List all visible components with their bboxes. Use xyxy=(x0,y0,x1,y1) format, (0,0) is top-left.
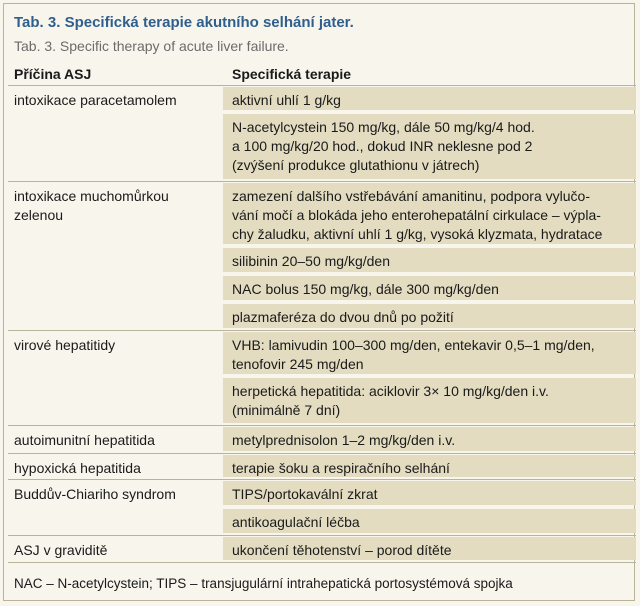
therapy-cell: herpetická hepatitida: aciklovir 3× 10 mg/kg/den i.v. (minimálně 7 dní) xyxy=(232,383,549,418)
table-frame xyxy=(3,3,635,601)
cause-cell: virové hepatitidy xyxy=(14,337,116,353)
therapy-cell: NAC bolus 150 mg/kg, dále 300 mg/kg/den xyxy=(232,281,499,297)
cause-cell: hypoxická hepatitida xyxy=(14,460,141,476)
therapy-cell: antikoagulační léčba xyxy=(232,514,360,530)
row-divider xyxy=(8,330,636,331)
cause-cell: Buddův-Chiariho syndrom xyxy=(14,486,176,502)
table-footnote: NAC – N-acetylcystein; TIPS – transjugulární intrahepatická portosystémová spojka xyxy=(14,576,513,591)
therapy-cell: plazmaferéza do dvou dnů po požití xyxy=(232,309,454,325)
table-title-english: Tab. 3. Specific therapy of acute liver failure. xyxy=(14,38,289,54)
row-divider xyxy=(8,479,636,480)
therapy-cell: metylprednisolon 1–2 mg/kg/den i.v. xyxy=(232,432,456,448)
therapy-cell: ukončení těhotenství – porod dítěte xyxy=(232,542,452,558)
cause-cell: ASJ v graviditě xyxy=(14,542,108,558)
column-header-therapy: Specifická terapie xyxy=(232,66,352,82)
row-divider xyxy=(8,535,636,536)
row-divider xyxy=(8,562,636,563)
therapy-cell: aktivní uhlí 1 g/kg xyxy=(232,92,341,108)
therapy-cell: N-acetylcystein 150 mg/kg, dále 50 mg/kg/4 hod. a 100 mg/kg/20 hod., dokud INR neklesne pod 2 (zvýšení produkce glutathionu v játrech) xyxy=(232,119,535,173)
therapy-cell: TIPS/portokavální zkrat xyxy=(232,486,378,502)
therapy-cell: VHB: lamivudin 100–300 mg/den, entekavir 0,5–1 mg/den, tenofovir 245 mg/den xyxy=(232,337,595,372)
cause-cell: autoimunitní hepatitida xyxy=(14,432,155,448)
table-title: Tab. 3. Specifická terapie akutního selhání jater. xyxy=(14,14,354,31)
therapy-cell: terapie šoku a respiračního selhání xyxy=(232,460,450,476)
therapy-cell: silibinin 20–50 mg/kg/den xyxy=(232,253,390,269)
cause-cell: intoxikace paracetamolem xyxy=(14,92,177,108)
row-divider xyxy=(8,425,636,426)
cause-cell: intoxikace muchomůrkou zelenou xyxy=(14,188,169,223)
column-header-cause: Příčina ASJ xyxy=(14,66,92,82)
therapy-cell: zamezení dalšího vstřebávání amanitinu, podpora vylučo- vání močí a blokáda jeho enterohepatální cirkulace – výpla- chy žaludku, aktivní uhlí 1 g/kg, vysoká klyzmata, hydratace xyxy=(232,188,603,242)
row-divider xyxy=(8,181,636,182)
row-divider xyxy=(8,453,636,454)
header-divider xyxy=(8,85,636,86)
